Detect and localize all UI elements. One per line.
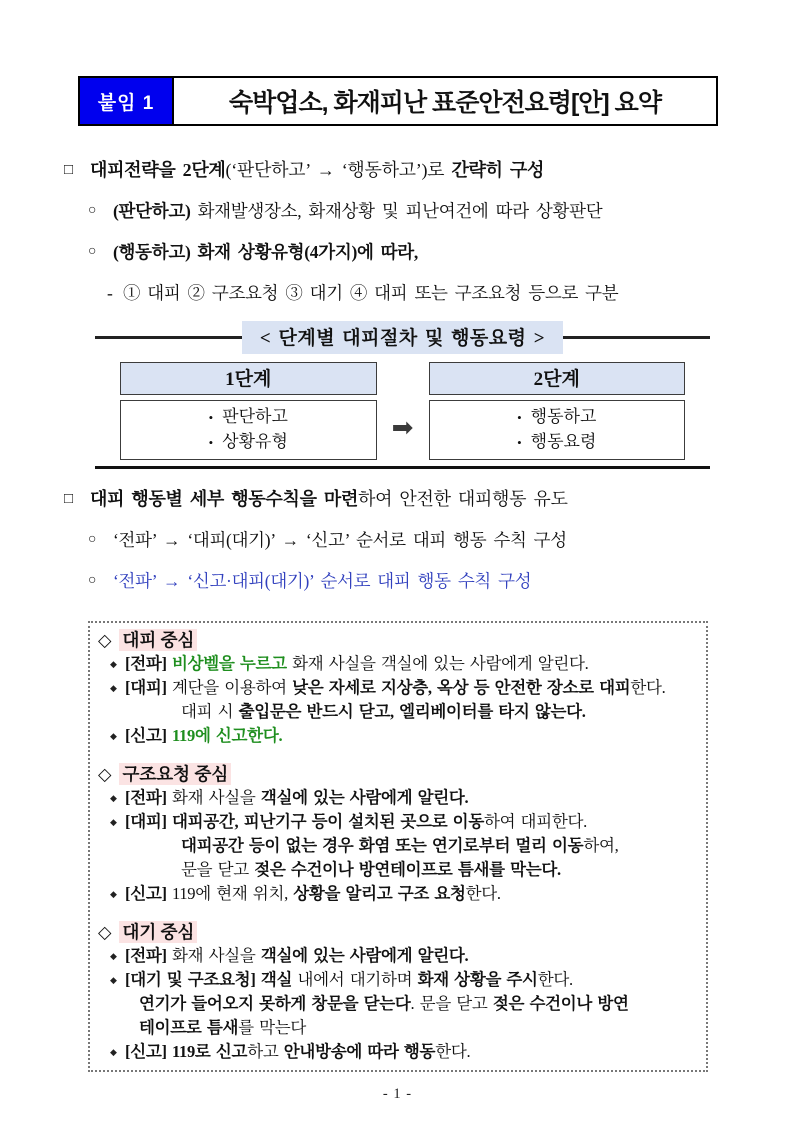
guideline-line [98,786,700,810]
strategy-heading [62,156,735,184]
step-column [120,362,377,460]
text-run: . 문을 닫고 [410,993,493,1013]
text-run: 테이프로 틈새 [139,1017,239,1037]
text-run: [신고] [125,883,172,903]
diamond-bullet-icon: ◆ [110,1046,117,1057]
guideline-line [98,1040,700,1064]
text-run: 젖은 수건이나 방연 [492,993,629,1013]
section-heading [98,920,700,944]
diamond-bullet-icon: ◆ [110,950,117,961]
text-run: 출입문은 반드시 닫고, 엘리베이터를 타지 않는다. [238,701,586,721]
judge-item [85,197,735,225]
act-item [85,238,735,266]
bullet-marker: - [107,283,113,303]
text-run: 대피 시 [181,701,239,721]
text-run: 안내방송에 따라 행동 [283,1041,436,1061]
diamond-bullet-icon: ◆ [110,682,117,693]
bullet-marker: ○ [88,572,97,588]
section-heading-label: 대피 중심 [119,629,197,651]
text-run: [대기 및 구조요청] 객실 [125,969,293,989]
text-run: 연기가 들어오지 못하게 창문을 닫는다 [139,993,411,1013]
bottom-rule [95,466,710,469]
text-run: 화재발생장소, 화재상황 및 피난여건에 따라 상황판단 [197,201,603,221]
step-item: • 행동하고 [517,407,597,426]
text-run: 젖은 수건이나 방연테이프로 틈새를 막는다. [254,859,561,879]
guideline-line [98,1016,700,1040]
arrow-right-icon: ➡ [391,413,414,443]
document-title: 숙박업소, 화재피난 표준안전요령[안] 요약 [229,89,661,117]
text-run: 한다. [435,1041,471,1061]
diamond-bullet-icon: ◆ [110,658,117,669]
step-column-header: 2단계 [429,362,686,395]
step-item: • 상황유형 [208,432,288,451]
guideline-line [98,834,700,858]
step-item: • 판단하고 [208,407,288,426]
text-run: (판단하고) [113,201,198,221]
text-run: 객실에 있는 사람에게 알린다. [260,787,469,807]
text-run: 상황을 알리고 구조 요청 [293,883,466,903]
text-run: 한다. [537,969,573,989]
caption-rule-left [95,336,242,338]
diamond-bullet-icon: ◆ [110,730,117,741]
diamond-bullet-icon: ◆ [110,888,117,899]
guideline-line [98,968,700,992]
text-run: 대피공간, 피난기구 등이 설치된 곳으로 이동 [172,811,484,831]
step-item-list [517,405,596,455]
step-table [95,362,710,460]
caption-rule-right [563,336,710,338]
guideline-line [98,700,700,724]
step-item: • 행동요령 [517,432,597,451]
text-run: 하여, [583,835,619,855]
text-run: ① 대피 ② 구조요청 ③ 대기 ④ 대피 또는 구조요청 등으로 구분 [123,283,619,303]
bullet-marker: □ [64,162,73,178]
guideline-line [98,992,700,1016]
text-run: 하여 대피한다. [483,811,587,831]
dot-bullet-icon: • [208,435,214,450]
measures-section [60,485,735,595]
step-column-body [429,400,686,460]
section-heading-label: 구조요청 중심 [119,763,231,785]
text-run: 119에 신고한다. [172,725,283,745]
text-run: 낮은 자세로 지상층, 옥상 등 안전한 장소로 대피 [292,677,631,697]
text-run: [대피] [125,811,172,831]
step-column [429,362,686,460]
document-header [78,76,718,126]
text-run: (‘판단하고’ → ‘행동하고’)로 [225,160,452,180]
text-run: [신고] [125,725,172,745]
text-run: 한다. [465,883,501,903]
section-heading [98,628,700,652]
types-item [105,279,735,307]
section-heading-label: 대기 중심 [119,921,197,943]
order-item-2 [85,567,735,595]
diamond-icon: ◇ [98,763,112,784]
text-run: 화재 상황을 주시 [417,969,538,989]
guideline-section [98,920,700,1064]
diamond-icon: ◇ [98,629,112,650]
order-item-1 [85,526,735,554]
text-run: 대피 행동별 세부 행동수칙을 마련 [90,488,359,509]
dot-bullet-icon: • [517,410,522,425]
text-run: [전파] [125,653,172,673]
diamond-icon: ◇ [98,921,112,942]
text-run: 문을 닫고 [181,859,255,879]
section-heading [98,762,700,786]
text-run: 비상벨을 누르고 [172,653,293,673]
guideline-section [98,628,700,748]
procedure-block [95,321,710,469]
text-run: 대피전략을 2단계 [90,160,226,180]
rules-heading [62,485,735,513]
strategy-section [60,156,735,307]
text-run: ‘전파’ → ‘대피(대기)’ → ‘신고’ 순서로 대피 행동 수칙 구성 [113,529,567,550]
bullet-marker: ○ [88,203,97,218]
text-run: 대피공간 등이 없는 경우 화염 또는 연기로부터 멀리 이동 [181,835,584,855]
bullet-marker: □ [64,490,73,507]
diamond-bullet-icon: ◆ [110,974,117,985]
procedure-caption: < 단계별 대피절차 및 행동요령 > [242,321,563,354]
text-run: [신고] 119로 신고 [125,1041,248,1061]
text-run: 화재 사실을 [172,787,261,807]
guideline-line [98,676,700,700]
bullet-marker: ○ [88,531,97,547]
text-run: (행동하고) 화재 상황유형(4가지)에 따라, [113,242,418,262]
text-run: 화재 사실을 [172,945,261,965]
step-item-list [209,405,288,455]
attachment-badge: 붙임 1 [80,78,174,124]
dot-bullet-icon: • [208,410,214,425]
detail-box [88,621,708,1072]
text-run: 한다. [630,677,666,697]
text-run: [대피] [125,677,172,697]
text-run: 내에서 대기하며 [292,969,418,989]
guideline-section [98,762,700,906]
guideline-line [98,810,700,834]
text-run: [전파] [125,945,172,965]
text-run: 를 막는다 [238,1017,307,1037]
page-number: - 1 - [382,1085,413,1102]
text-run: 간략히 구성 [451,160,545,180]
diamond-bullet-icon: ◆ [110,816,117,827]
bullet-marker: ○ [88,244,97,259]
text-run: 119에 현재 위치, [172,883,294,903]
procedure-caption-row [95,321,710,354]
guideline-line [98,944,700,968]
text-run: [전파] [125,787,172,807]
guideline-line [98,858,700,882]
text-run: 하여 안전한 대피행동 유도 [358,488,568,509]
guideline-line [98,882,700,906]
text-run: 계단을 이용하여 [172,677,293,697]
step-column-header: 1단계 [120,362,377,395]
text-run: ‘전파’ → ‘신고·대피(대기)’ 순서로 대피 행동 수칙 구성 [113,570,532,591]
text-run: 객실에 있는 사람에게 알린다. [260,945,469,965]
step-column-body [120,400,377,460]
guideline-line [98,652,700,676]
text-run: 하고 [247,1041,284,1061]
text-run: 화재 사실을 객실에 있는 사람에게 알린다. [292,653,589,673]
dot-bullet-icon: • [517,435,522,450]
diamond-bullet-icon: ◆ [110,792,117,803]
guideline-line [98,724,700,748]
